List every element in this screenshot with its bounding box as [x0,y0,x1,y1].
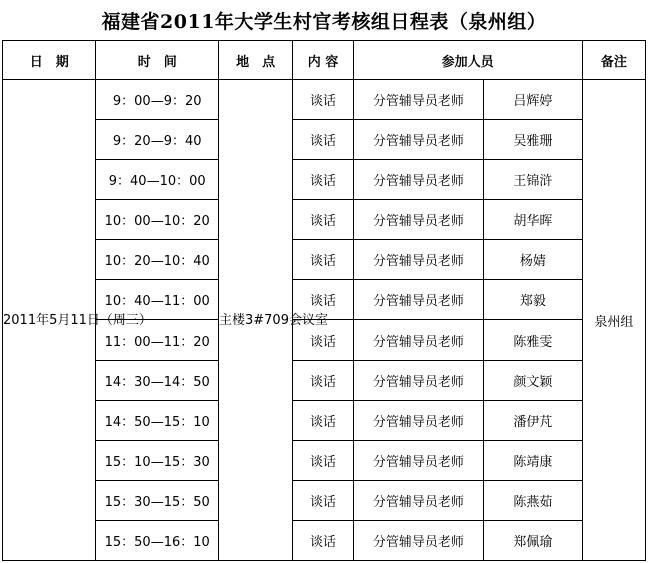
time-cell: 9：20—9：40 [96,120,219,160]
time-cell: 10：40—11：00 [96,280,219,320]
role-cell: 分管辅导员老师 [353,480,484,520]
time-cell: 15：30—15：50 [96,480,219,520]
role-cell: 分管辅导员老师 [353,120,484,160]
name-cell: 陈燕茹 [484,480,582,520]
time-cell: 10：20—10：40 [96,240,219,280]
content-cell: 谈话 [293,200,353,240]
name-cell: 潘伊芃 [484,400,582,440]
content-cell: 谈话 [293,120,353,160]
role-cell: 分管辅导员老师 [353,520,484,560]
name-cell: 杨婧 [484,240,582,280]
time-cell: 14：50—15：10 [96,400,219,440]
name-cell: 郑毅 [484,280,582,320]
role-cell: 分管辅导员老师 [353,240,484,280]
content-cell: 谈话 [293,480,353,520]
table-row [3,480,646,520]
content-cell: 谈话 [293,400,353,440]
content-cell: 谈话 [293,240,353,280]
table-row [3,360,646,400]
header-participants: 参加人员 [353,41,582,80]
time-cell: 10：00—10：20 [96,200,219,240]
place-cell: 主楼3#709会议室 [218,80,292,561]
role-cell: 分管辅导员老师 [353,280,484,320]
content-cell: 谈话 [293,160,353,200]
role-cell: 分管辅导员老师 [353,440,484,480]
table-row [3,200,646,240]
header-note: 备注 [582,41,645,80]
time-cell: 9：00—9：20 [96,80,219,120]
content-cell: 谈话 [293,440,353,480]
name-cell: 郑佩瑜 [484,520,582,560]
content-cell: 谈话 [293,80,353,120]
content-cell: 谈话 [293,360,353,400]
time-cell: 11：00—11：20 [96,320,219,360]
name-cell: 吴雅珊 [484,120,582,160]
schedule-table [2,40,646,561]
date-cell: 2011年5月11日（周三） [3,80,96,561]
time-cell: 14：30—14：50 [96,360,219,400]
header-content: 内 容 [293,41,353,80]
content-cell: 谈话 [293,320,353,360]
header-time: 时 间 [96,41,219,80]
table-row [3,520,646,560]
time-cell: 15：10—15：30 [96,440,219,480]
table-row [3,400,646,440]
header-date: 日 期 [3,41,96,80]
name-cell: 王锦浒 [484,160,582,200]
time-cell: 15：50—16：10 [96,520,219,560]
header-place: 地 点 [218,41,292,80]
role-cell: 分管辅导员老师 [353,80,484,120]
name-cell: 吕辉婷 [484,80,582,120]
role-cell: 分管辅导员老师 [353,200,484,240]
content-cell: 谈话 [293,520,353,560]
page-title: 福建省2011年大学生村官考核组日程表（泉州组） [101,10,547,33]
name-cell: 陈靖康 [484,440,582,480]
name-cell: 陈雅雯 [484,320,582,360]
name-cell: 胡华晖 [484,200,582,240]
role-cell: 分管辅导员老师 [353,160,484,200]
table-row [3,240,646,280]
table-row [3,440,646,480]
role-cell: 分管辅导员老师 [353,400,484,440]
table-row [3,120,646,160]
role-cell: 分管辅导员老师 [353,360,484,400]
table-row [3,80,646,120]
name-cell: 颜文颖 [484,360,582,400]
time-cell: 9：40—10：00 [96,160,219,200]
header-row [3,41,646,80]
content-cell: 谈话 [293,280,353,320]
note-cell: 泉州组 [582,80,645,561]
table-row [3,160,646,200]
role-cell: 分管辅导员老师 [353,320,484,360]
